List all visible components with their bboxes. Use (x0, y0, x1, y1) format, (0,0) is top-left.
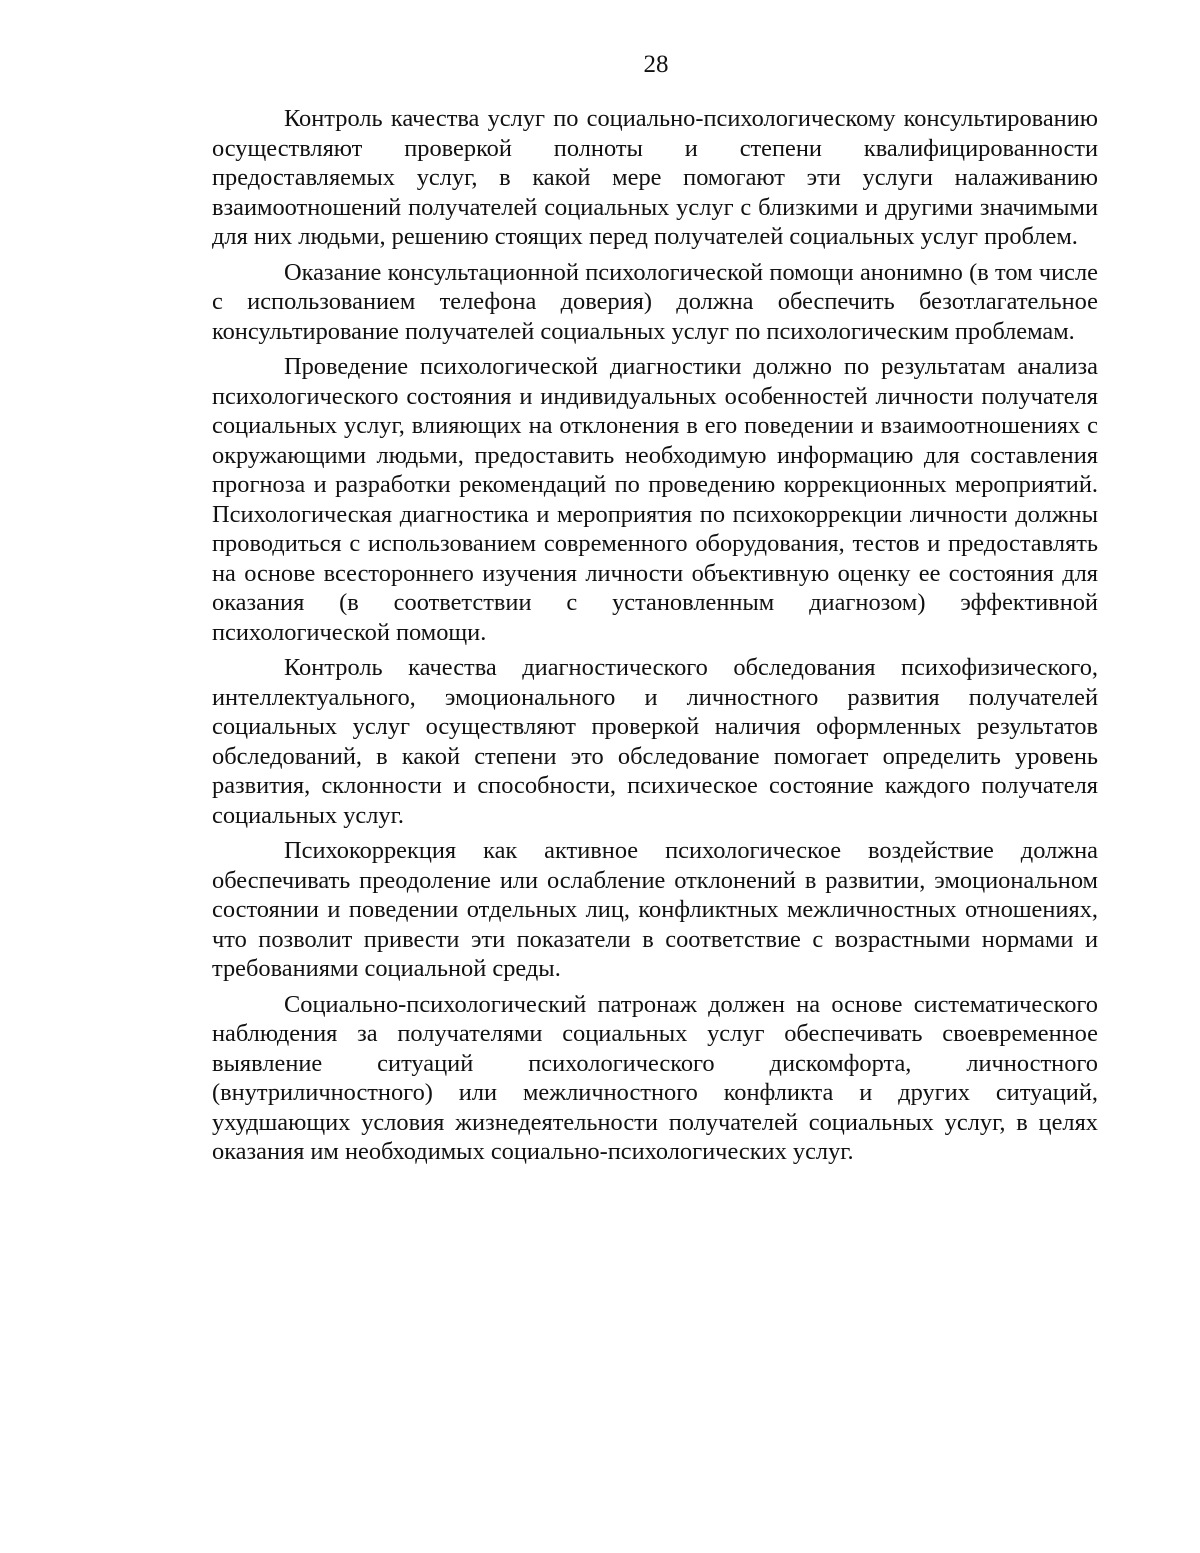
paragraph-consulting-quality-control: Контроль качества услуг по социально-психологическому консультированию осуществляют проверкой полноты и степени квалифицированности предоставляемых услуг, в какой мере помогают эти услуги налаживанию взаимоотношений получателей социальных услуг с близкими и другими значимыми для них людьми, решению стоящих перед получателей социальных услуг проблем. (212, 105, 1098, 250)
paragraph-psychocorrection: Психокоррекция как активное психологическое воздействие должна обеспечивать преодоление или ослабление отклонений в развитии, эмоциональном состоянии и поведении отдельных лиц, конфликтных межличностных отношениях, что позволит привести эти показатели в соответствие с возрастными нормами и требованиями социальной среды. (212, 837, 1098, 982)
paragraph-psychological-diagnostics: Проведение психологической диагностики должно по результатам анализа психологического состояния и индивидуальных особенностей личности получателя социальных услуг, влияющих на отклонения в его поведении и взаимоотношениях с окружающими людьми, предоставить необходимую информацию для составления прогноза и разработки рекомендаций по проведению коррекционных мероприятий. Психологическая диагностика и мероприятия по психокоррекции личности должны проводиться с использованием современного оборудования, тестов и предоставлять на основе всестороннего изучения личности объективную оценку ее состояния для оказания (в соответствии с установленным диагнозом) эффективной психологической помощи. (212, 353, 1098, 646)
page-number: 28 (643, 51, 669, 78)
paragraph-social-psychological-patronage: Социально-психологический патронаж должен на основе систематического наблюдения за получателями социальных услуг обеспечивать своевременное выявление ситуаций психологического дискомфорта, личностного (внутриличностного) или межличностного конфликта и других ситуаций, ухудшающих условия жизнедеятельности получателей социальных услуг, в целях оказания им необходимых социально-психологических услуг. (212, 990, 1098, 1165)
paragraph-diagnostic-quality-control: Контроль качества диагностического обследования психофизического, интеллектуального, эмоционального и личностного развития получателей социальных услуг осуществляют проверкой наличия оформленных результатов обследований, в какой степени это обследование помогает определить уровень развития, склонности и способности, психическое состояние каждого получателя социальных услуг. (212, 654, 1098, 829)
paragraph-anonymous-help: Оказание консультационной психологической помощи анонимно (в том числе с использованием телефона доверия) должна обеспечить безотлагательное консультирование получателей социальных услуг по психологическим проблемам. (212, 258, 1098, 345)
document-body (212, 104, 1098, 1173)
